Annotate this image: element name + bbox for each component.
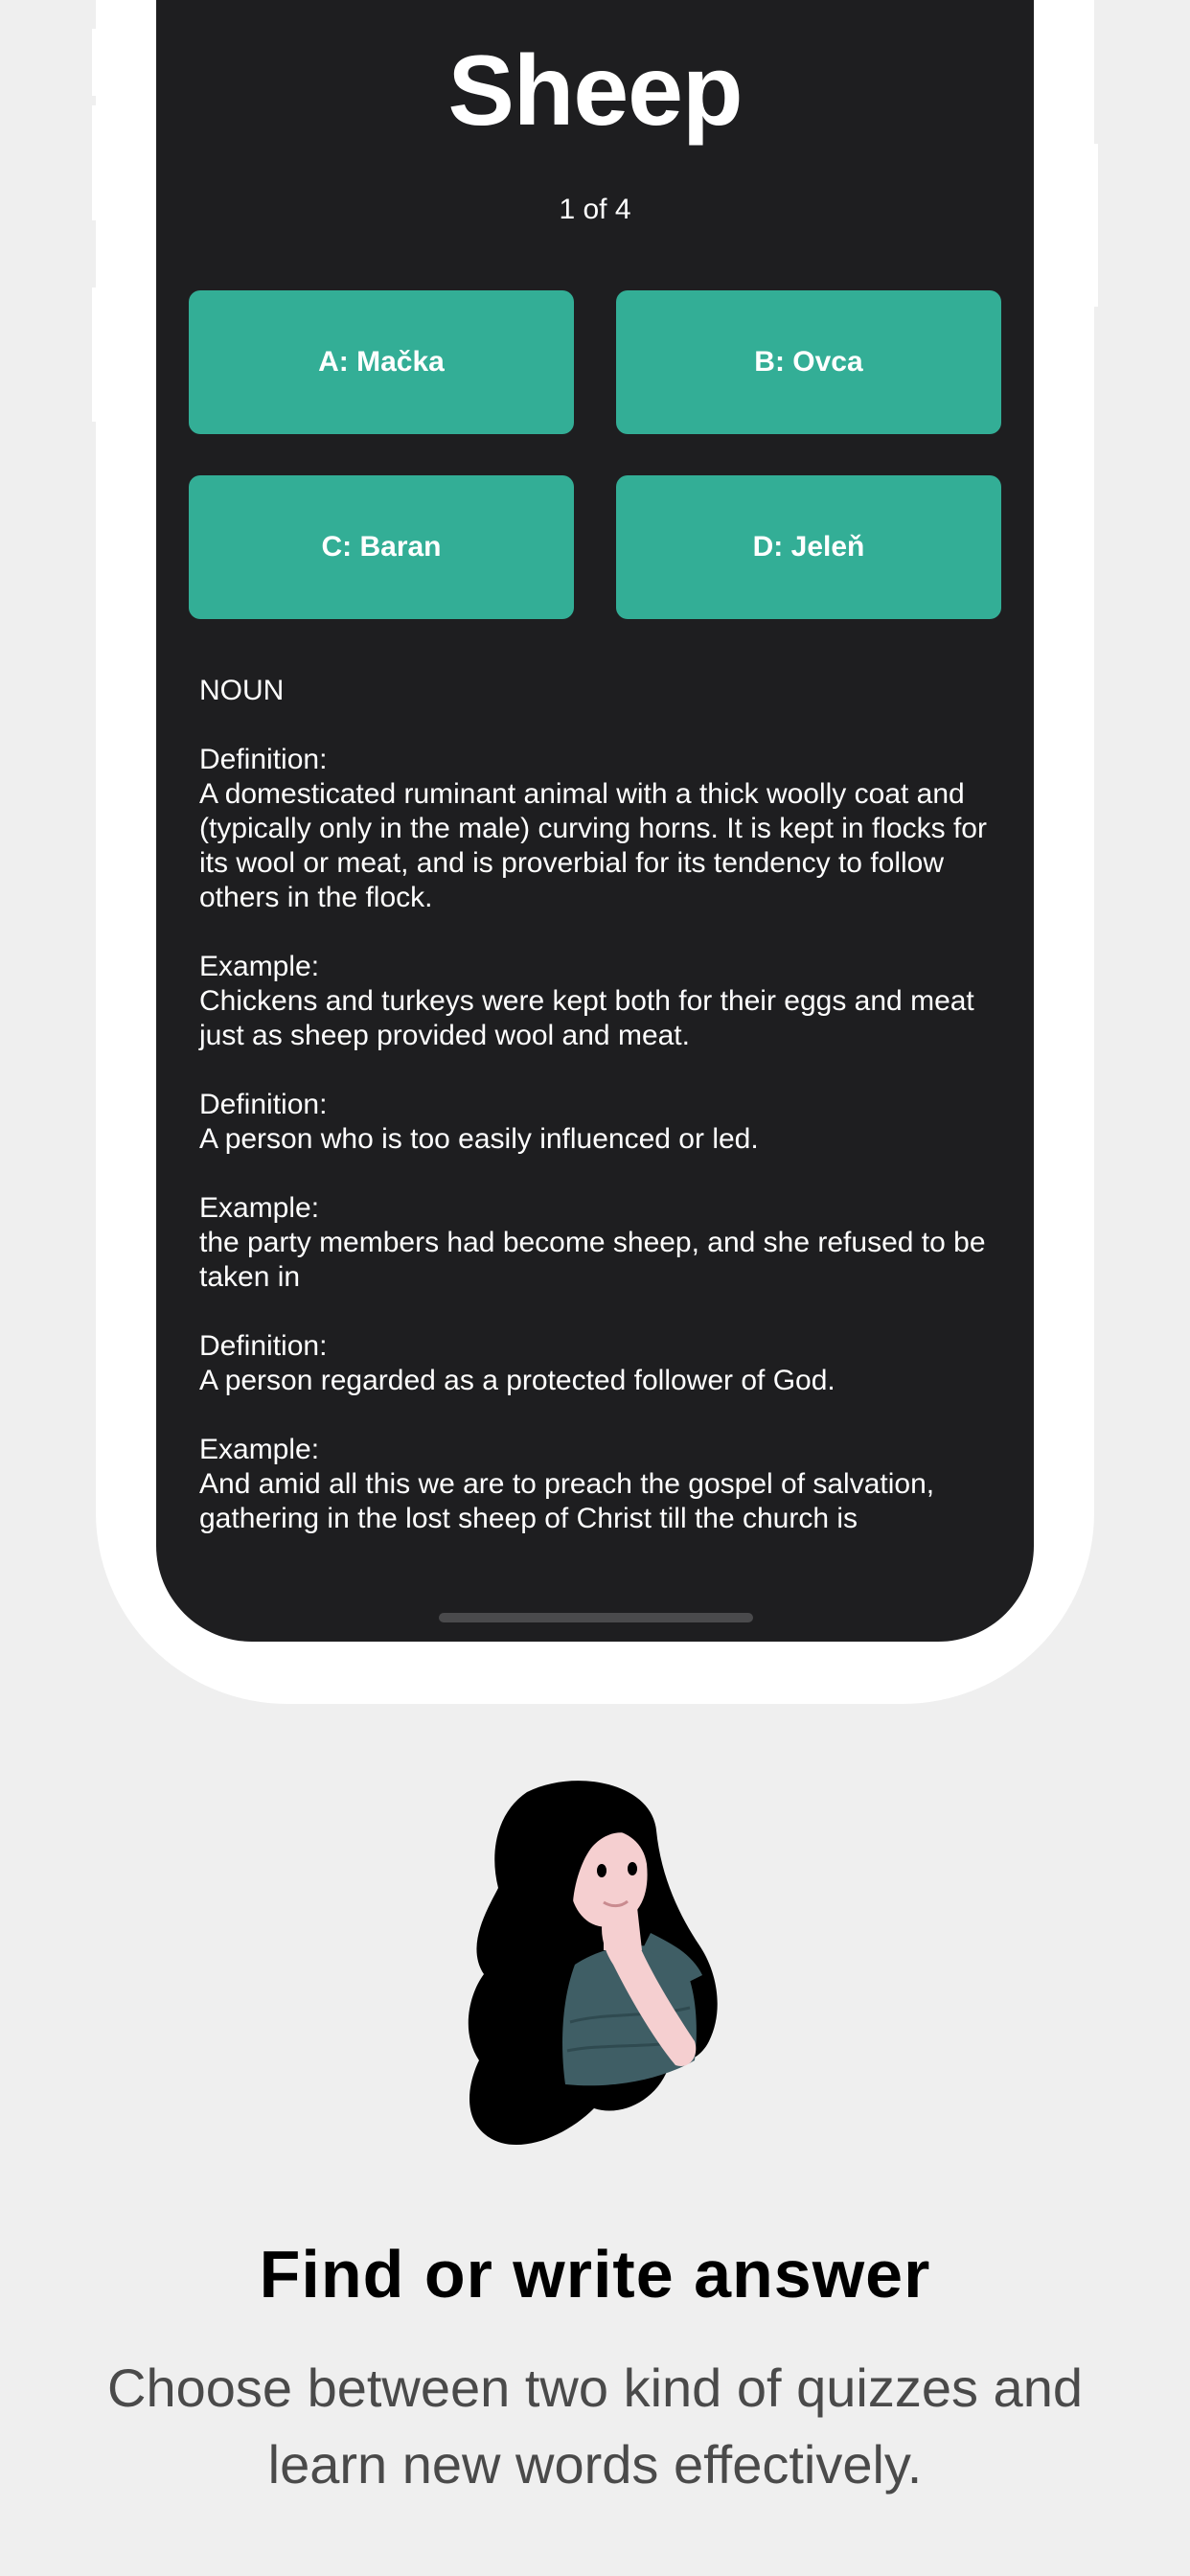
entry-text: And amid all this we are to preach the gospel of salvation, gathering in the lost sheep of Christ till the church is — [199, 1468, 935, 1534]
entry-heading: Definition: — [199, 744, 328, 775]
entry-text: A person who is too easily influenced or led. — [199, 1123, 759, 1155]
entry-text: the party members had become sheep, and she refused to be taken in — [199, 1227, 986, 1293]
entry-heading: Example: — [199, 951, 320, 982]
answer-button-b[interactable]: B: Ovca — [616, 290, 1001, 434]
thinking-woman-illustration-icon — [460, 1773, 728, 2156]
home-indicator[interactable] — [439, 1613, 753, 1622]
entry-heading: Example: — [199, 1434, 320, 1465]
answer-button-a[interactable]: A: Mačka — [189, 290, 574, 434]
answer-button-d[interactable]: D: Jeleň — [616, 475, 1001, 619]
word-details — [199, 674, 1004, 1571]
phone-screen — [156, 0, 1034, 1642]
entry-text: Chickens and turkeys were kept both for their eggs and meat just as sheep provided wool and meat. — [199, 985, 974, 1051]
phone-side-button — [1088, 144, 1098, 307]
phone-side-button — [92, 105, 102, 220]
entry-text: A domesticated ruminant animal with a thick woolly coat and (typically only in the male) curving horns. It is kept in flocks for its wool or meat, and is proverbial for its tendency to follow others in the flock. — [199, 778, 987, 913]
example-entry — [199, 1433, 1004, 1536]
phone-side-button — [92, 288, 102, 422]
quiz-word-title: Sheep — [447, 35, 743, 147]
definition-entry — [199, 1088, 1004, 1157]
definition-entry — [199, 743, 1004, 915]
answer-button-c[interactable]: C: Baran — [189, 475, 574, 619]
promo-subtext: Choose between two kind of quizzes and learn new words effectively. — [107, 2358, 1083, 2495]
part-of-speech: NOUN — [199, 675, 285, 706]
entry-heading: Definition: — [199, 1089, 328, 1120]
entry-heading: Definition: — [199, 1330, 328, 1362]
promo-headline: Find or write answer — [259, 2237, 931, 2312]
eye-right — [628, 1862, 637, 1875]
entry-heading: Example: — [199, 1192, 320, 1224]
quiz-progress: 1 of 4 — [559, 194, 631, 225]
eye-left — [597, 1864, 606, 1877]
example-entry — [199, 950, 1004, 1053]
entry-text: A person regarded as a protected follower of God. — [199, 1365, 835, 1396]
example-entry — [199, 1191, 1004, 1295]
definition-entry — [199, 1329, 1004, 1398]
phone-side-button — [92, 29, 102, 96]
